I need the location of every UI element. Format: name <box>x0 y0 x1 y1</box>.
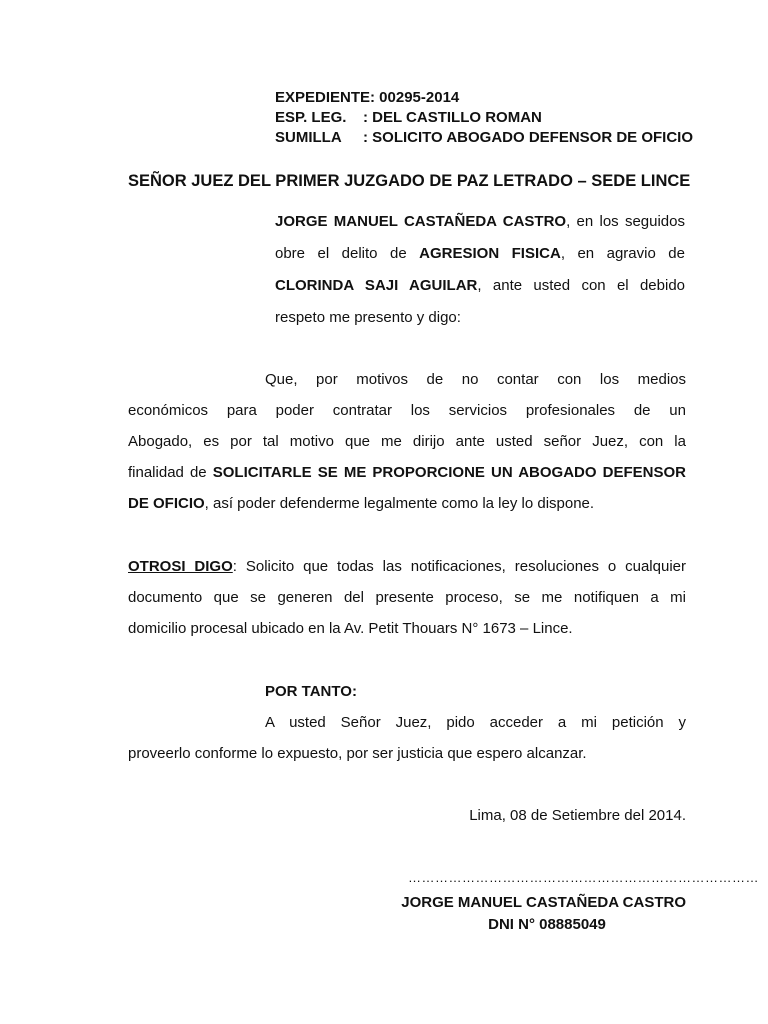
otrosi-line-1-text: : Solicito que todas las notificaciones, resoluciones o cualquier <box>232 558 686 575</box>
body-line-4 <box>128 463 686 483</box>
body-line-2: económicos para poder contratar los servicios profesionales de un <box>128 402 686 419</box>
expediente-line: EXPEDIENTE: 00295-2014 <box>275 89 460 106</box>
signer-dni: DNI N° 08885049 <box>488 916 606 933</box>
petitioner-name: JORGE MANUEL CASTAÑEDA CASTRO <box>275 213 567 230</box>
request-bold-end: DE OFICIO <box>128 495 205 512</box>
request-bold: SOLICITARLE SE ME PROPORCIONE UN ABOGADO DEFENSOR <box>212 464 686 481</box>
signature-line: …………………………………………………………………… <box>408 870 759 885</box>
crime-name: AGRESION FISICA <box>419 245 561 262</box>
por-tanto-line-2: proveerlo conforme lo expuesto, por ser justicia que espero alcanzar. <box>128 745 587 762</box>
intro-line-2-post: , en agravio de <box>560 245 685 262</box>
por-tanto-label: POR TANTO: <box>265 683 357 700</box>
intro-line-2 <box>275 244 685 264</box>
esp-leg-value: : DEL CASTILLO ROMAN <box>363 109 542 126</box>
addressee-heading: SEÑOR JUEZ DEL PRIMER JUZGADO DE PAZ LETRADO – SEDE LINCE <box>128 172 691 190</box>
sumilla-label: SUMILLA <box>275 129 342 146</box>
body-line-3: Abogado, es por tal motivo que me dirijo ante usted señor Juez, con la <box>128 433 686 450</box>
victim-name: CLORINDA SAJI AGUILAR <box>275 277 478 294</box>
body-line-5-post: , así poder defenderme legalmente como la ley lo dispone. <box>204 495 595 512</box>
case-header <box>275 88 693 148</box>
intro-line-3 <box>275 276 685 296</box>
sumilla-line <box>275 128 693 148</box>
date-line: Lima, 08 de Setiembre del 2014. <box>469 807 686 824</box>
intro-line-2-pre: obre el delito de <box>275 245 420 262</box>
otrosi-line-1 <box>128 557 686 577</box>
body-line-1: Que, por motivos de no contar con los medios <box>265 371 686 388</box>
intro-line-1-text: , en los seguidos <box>566 213 685 230</box>
por-tanto-line-1: A usted Señor Juez, pido acceder a mi petición y <box>265 714 686 731</box>
otrosi-line-2: documento que se generen del presente proceso, se me notifiquen a mi <box>128 589 686 606</box>
body-line-5 <box>128 494 686 514</box>
otrosi-label: OTROSI DIGO <box>128 558 233 575</box>
signer-name: JORGE MANUEL CASTAÑEDA CASTRO <box>401 894 686 911</box>
sumilla-value: : SOLICITO ABOGADO DEFENSOR DE OFICIO <box>363 129 694 146</box>
body-line-4-pre: finalidad de <box>128 464 213 481</box>
esp-leg-line <box>275 108 693 128</box>
esp-leg-label: ESP. LEG. <box>275 109 347 126</box>
intro-line-3-post: , ante usted con el debido <box>477 277 686 294</box>
intro-line-4: respeto me presento y digo: <box>275 309 461 326</box>
otrosi-line-3: domicilio procesal ubicado en la Av. Petit Thouars N° 1673 – Lince. <box>128 620 573 637</box>
intro-line-1 <box>275 212 685 232</box>
